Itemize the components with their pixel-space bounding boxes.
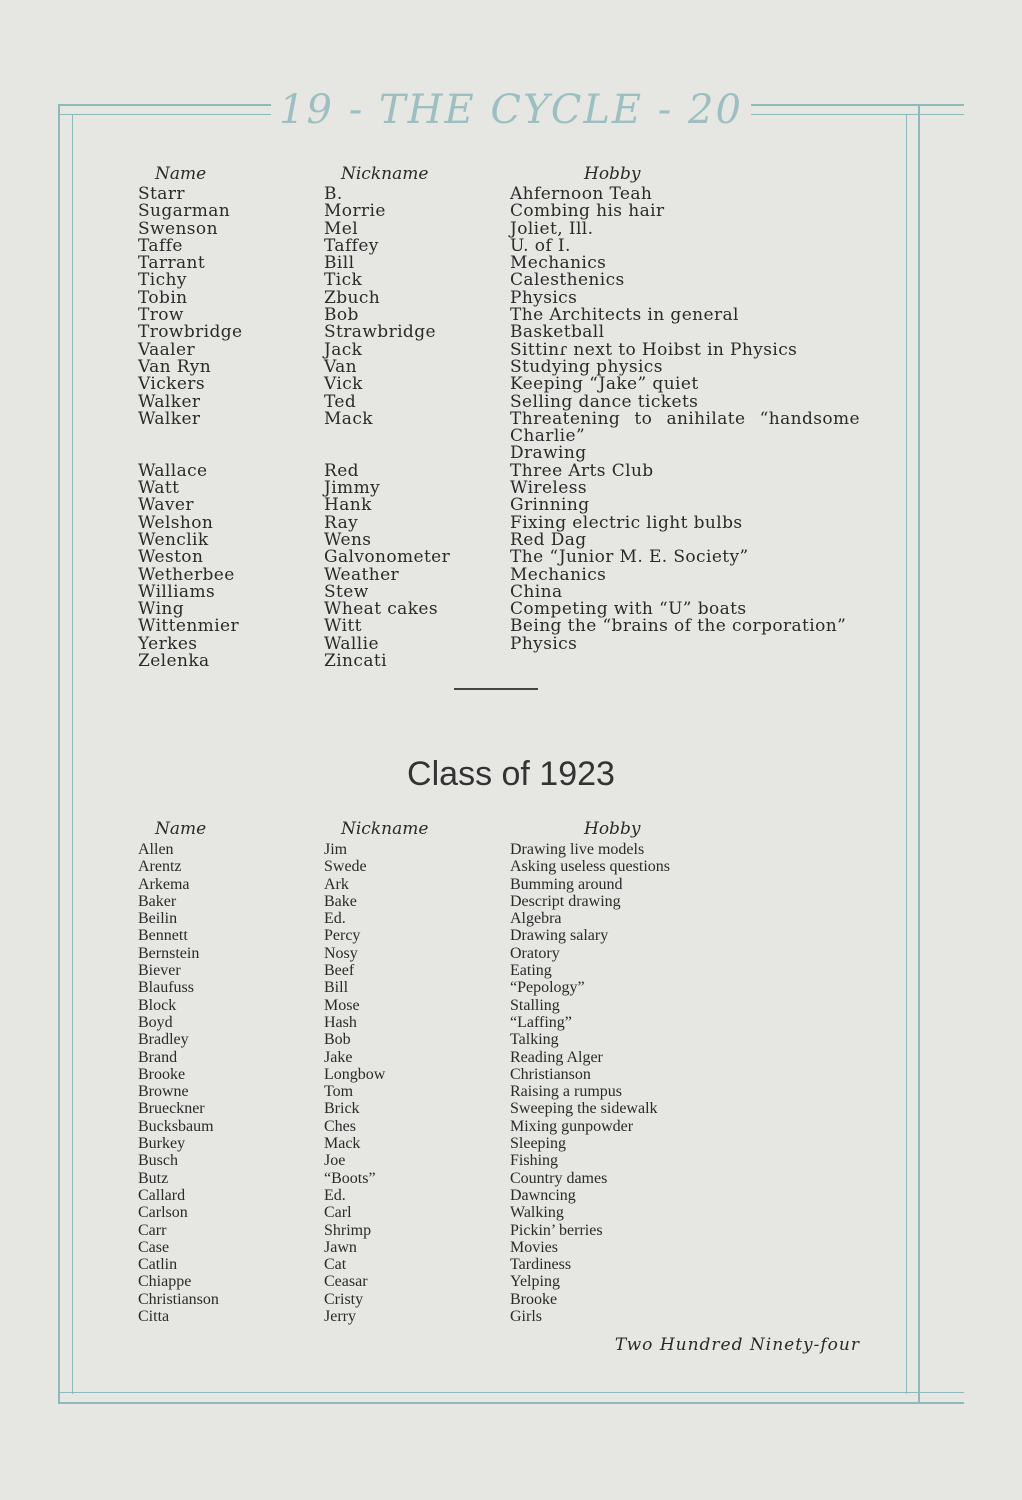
table-cell-hobby: The Architects in general: [510, 305, 739, 326]
table-cell-name: Welshon: [138, 512, 214, 533]
name-column: [138, 162, 318, 670]
nickname-column-header: Nickname: [341, 164, 429, 184]
table-cell-name: Baker: [138, 892, 177, 910]
name-column: [138, 817, 318, 1325]
table-cell-nickname: Galvonometer: [324, 547, 451, 568]
table-cell-nickname: Stew: [324, 581, 369, 602]
table-cell-nickname: Swede: [324, 858, 367, 876]
table-cell-name: Williams: [138, 581, 216, 602]
page-number: Two Hundred Ninety-four: [614, 1335, 860, 1355]
table-cell-name: Brooke: [138, 1065, 186, 1083]
table-cell-name: Tobin: [138, 287, 188, 308]
table-cell-name: Walker: [138, 408, 201, 429]
table-cell-nickname: Joe: [324, 1152, 346, 1170]
table-cell-hobby: Drawing salary: [510, 927, 609, 945]
table-cell-hobby: Physics: [510, 287, 578, 308]
table-cell-nickname: Percy: [324, 927, 361, 945]
table-cell-hobby: “Laffing”: [510, 1013, 572, 1031]
table-cell-hobby: Grinning: [510, 495, 590, 516]
table-cell-hobby: Brooke: [510, 1290, 558, 1308]
table-cell-nickname: Mack: [324, 408, 373, 429]
page-header-title: 19 - THE CYCLE - 20: [0, 90, 1022, 130]
table-cell-hobby: Basketball: [510, 322, 605, 343]
table-cell-hobby: Pickin’ berries: [510, 1221, 603, 1239]
table-cell-hobby: Joliet, Ill.: [510, 218, 594, 239]
table-cell-name: Zelenka: [138, 651, 210, 672]
table-cell-nickname: Zincati: [324, 651, 387, 672]
table-cell-nickname: Wheat cakes: [324, 599, 438, 620]
hobby-column: [510, 162, 880, 653]
table-cell-name: Beilin: [138, 910, 178, 928]
table-cell-nickname: “Boots”: [324, 1169, 376, 1187]
table-cell-nickname: Longbow: [324, 1065, 386, 1083]
table-cell-name: Bennett: [138, 927, 188, 945]
table-cell-name: Christianson: [138, 1290, 219, 1308]
table-cell-hobby: Tardiness: [510, 1256, 572, 1274]
table-cell-nickname: Taffey: [324, 235, 379, 256]
nickname-column: [324, 162, 509, 670]
name-column-header: Name: [155, 164, 207, 184]
table-cell-name: Waver: [138, 495, 194, 516]
table-cell-hobby: Threatening to anihilate “handsome Charlie”: [510, 408, 860, 447]
table-cell-nickname: Morrie: [324, 201, 386, 222]
table-cell-hobby: Asking useless questions: [510, 858, 670, 876]
table-cell-name: Trowbridge: [138, 322, 243, 343]
table-cell-hobby: Competing with “U” boats: [510, 599, 747, 620]
table-cell-nickname: Brick: [324, 1100, 360, 1118]
table-cell-name: Tichy: [138, 270, 187, 291]
table-cell-nickname: Ark: [324, 875, 349, 893]
table-cell-nickname: Ted: [324, 391, 357, 412]
table-cell-nickname: Wallie: [324, 633, 379, 654]
table-cell-hobby: Raising a rumpus: [510, 1083, 622, 1101]
table-cell-nickname: Jimmy: [324, 478, 381, 499]
table-cell-name: Biever: [138, 962, 181, 980]
table-cell-name: Carlson: [138, 1204, 188, 1222]
table-cell-name: Wittenmier: [138, 616, 240, 637]
table-cell-name: Callard: [138, 1186, 186, 1204]
table-cell-hobby: Fixing electric light bulbs: [510, 512, 743, 533]
table-cell-nickname: Bake: [324, 892, 357, 910]
table-cell-nickname: Mel: [324, 218, 359, 239]
table-cell-hobby: Girls: [510, 1308, 542, 1326]
table-cell-name: Sugarman: [138, 201, 231, 222]
table-cell-name: Catlin: [138, 1256, 178, 1274]
table-cell-nickname: Mose: [324, 996, 360, 1014]
table-cell-nickname: Bob: [324, 1031, 351, 1049]
table-cell-name: Wetherbee: [138, 564, 235, 585]
table-cell-name: Weston: [138, 547, 204, 568]
table-cell-name: Bernstein: [138, 944, 200, 962]
table-cell-hobby: Calesthenics: [510, 270, 625, 291]
table-cell-name: Citta: [138, 1308, 170, 1326]
table-cell-nickname: Jim: [324, 841, 348, 858]
table-cell-hobby: Drawing live models: [510, 841, 645, 858]
table-cell-name: Brueckner: [138, 1100, 205, 1118]
table-cell-hobby: China: [510, 581, 563, 602]
table-cell-hobby: “Pepology”: [510, 979, 585, 997]
table-cell-hobby: U. of I.: [510, 235, 571, 256]
table-cell-nickname: Ed.: [324, 910, 346, 928]
table-cell-name: Carr: [138, 1221, 167, 1239]
table-cell-name: Brand: [138, 1048, 178, 1066]
table-cell-name: Burkey: [138, 1135, 186, 1153]
table-cell-name: Walker: [138, 391, 201, 412]
table-cell-hobby: Studying physics: [510, 356, 663, 377]
table-cell-hobby: Ahfernoon Teah: [510, 184, 653, 204]
table-cell-hobby: Selling dance tickets: [510, 391, 699, 412]
table-cell-nickname: Cat: [324, 1256, 347, 1274]
table-cell-hobby: Drawing: [510, 443, 587, 464]
table-cell-nickname: Van: [324, 356, 358, 377]
table-cell-hobby: The “Junior M. E. Society”: [510, 547, 749, 568]
table-cell-nickname: Witt: [324, 616, 362, 637]
table-cell-name: Taffe: [138, 235, 183, 256]
table-cell-hobby: Sleeping: [510, 1135, 566, 1153]
table-cell-nickname: Beef: [324, 962, 355, 980]
table-cell-name: Chiappe: [138, 1273, 192, 1291]
table-cell-hobby: Descript drawing: [510, 892, 621, 910]
table-cell-hobby: Physics: [510, 633, 578, 654]
table-cell-hobby: Movies: [510, 1238, 558, 1256]
table-cell-nickname: Hank: [324, 495, 372, 516]
nickname-column: [324, 817, 509, 1325]
table-cell-name: Wing: [138, 599, 185, 620]
table-cell-nickname: Cristy: [324, 1290, 364, 1308]
table-cell-hobby: Stalling: [510, 996, 560, 1014]
table-cell-nickname: Bill: [324, 253, 355, 274]
table-cell-hobby: Fishing: [510, 1152, 559, 1170]
table-cell-nickname: Red: [324, 460, 359, 481]
table-cell-name: Wenclik: [138, 529, 209, 550]
table-cell-name: Case: [138, 1238, 170, 1256]
table-cell-hobby: Keeping “Jake” quiet: [510, 374, 699, 395]
table-cell-name: Block: [138, 996, 177, 1014]
table-cell-name: Swenson: [138, 218, 218, 239]
table-cell-name: Tarrant: [138, 253, 206, 274]
section-divider: [454, 688, 538, 690]
table-cell-nickname: Bob: [324, 305, 359, 326]
table-cell-hobby: Talking: [510, 1031, 559, 1049]
table-cell-name: Blaufuss: [138, 979, 194, 997]
table-cell-name: Starr: [138, 184, 185, 204]
table-cell-nickname: Wens: [324, 529, 372, 550]
hobby-column: [510, 817, 880, 1325]
table-cell-nickname: Jerry: [324, 1308, 356, 1326]
table-cell-name: Busch: [138, 1152, 178, 1170]
table-cell-nickname: Ed.: [324, 1186, 346, 1204]
table-cell-nickname: Mack: [324, 1135, 361, 1153]
table-cell-hobby: Wireless: [510, 478, 587, 499]
table-cell-hobby: Algebra: [510, 910, 562, 928]
table-cell-name: Butz: [138, 1169, 169, 1187]
name-column-header: Name: [155, 819, 207, 839]
table-cell-hobby: Three Arts Club: [510, 460, 654, 481]
table-cell-hobby: Red Dag: [510, 529, 587, 550]
table-cell-nickname: Shrimp: [324, 1221, 372, 1239]
table-cell-name: Allen: [138, 841, 174, 858]
table-cell-nickname: Nosy: [324, 944, 358, 962]
table-cell-nickname: B.: [324, 184, 343, 204]
table-cell-hobby: Christianson: [510, 1065, 591, 1083]
table-cell-nickname: Jawn: [324, 1238, 357, 1256]
table-cell-nickname: Ches: [324, 1117, 356, 1135]
nickname-column-header: Nickname: [341, 819, 429, 839]
table-cell-hobby: Yelping: [510, 1273, 560, 1291]
table-cell-name: Yerkes: [138, 633, 198, 654]
table-cell-name: Arkema: [138, 875, 190, 893]
table-cell-name: Bradley: [138, 1031, 189, 1049]
table-cell-name: Vaaler: [138, 339, 196, 360]
table-cell-nickname: Strawbridge: [324, 322, 436, 343]
table-cell-nickname: Vick: [324, 374, 363, 395]
table-cell-nickname: Tick: [324, 270, 363, 291]
table-cell-name: Bucksbaum: [138, 1117, 214, 1135]
table-cell-nickname: Hash: [324, 1013, 357, 1031]
table-cell-name: Watt: [138, 478, 180, 499]
table-cell-nickname: Ray: [324, 512, 359, 533]
table-cell-name: Van Ryn: [138, 356, 212, 377]
table-cell-hobby: Mixing gunpowder: [510, 1117, 634, 1135]
table-cell-nickname: Jack: [324, 339, 363, 360]
table-cell-hobby: Sittinɾ next to Hoibst in Physics: [510, 339, 798, 360]
table-cell-hobby: Eating: [510, 962, 552, 980]
table-cell-hobby: Walking: [510, 1204, 564, 1222]
table-cell-name: Arentz: [138, 858, 182, 876]
table-cell-hobby: Combing his hair: [510, 201, 665, 222]
table-cell-name: Vickers: [138, 374, 205, 395]
table-cell-hobby: Reading Alger: [510, 1048, 603, 1066]
table-cell-nickname: Bill: [324, 979, 349, 997]
table-cell-hobby: Oratory: [510, 944, 560, 962]
table-cell-nickname: Zbuch: [324, 287, 381, 308]
class-title: Class of 1923: [407, 755, 615, 793]
table-cell-name: Boyd: [138, 1013, 173, 1031]
table-cell-name: Trow: [138, 305, 184, 326]
table-cell-nickname: Jake: [324, 1048, 353, 1066]
table-cell-hobby: Mechanics: [510, 564, 607, 585]
table-cell-name: Browne: [138, 1083, 189, 1101]
table-cell-hobby: Mechanics: [510, 253, 607, 274]
table-cell-hobby: Sweeping the sidewalk: [510, 1100, 658, 1118]
table-cell-nickname: Ceasar: [324, 1273, 368, 1291]
table-cell-nickname: Carl: [324, 1204, 352, 1222]
table-cell-name: Wallace: [138, 460, 208, 481]
hobby-column-header: Hobby: [584, 164, 641, 184]
table-cell-hobby: Being the “brains of the corporation”: [510, 616, 847, 637]
table-cell-hobby: Bumming around: [510, 875, 623, 893]
hobby-column-header: Hobby: [584, 819, 641, 839]
table-cell-nickname: Tom: [324, 1083, 354, 1101]
table-cell-hobby: Dawncing: [510, 1186, 576, 1204]
table-cell-hobby: Country dames: [510, 1169, 608, 1187]
table-cell-nickname: Weather: [324, 564, 400, 585]
